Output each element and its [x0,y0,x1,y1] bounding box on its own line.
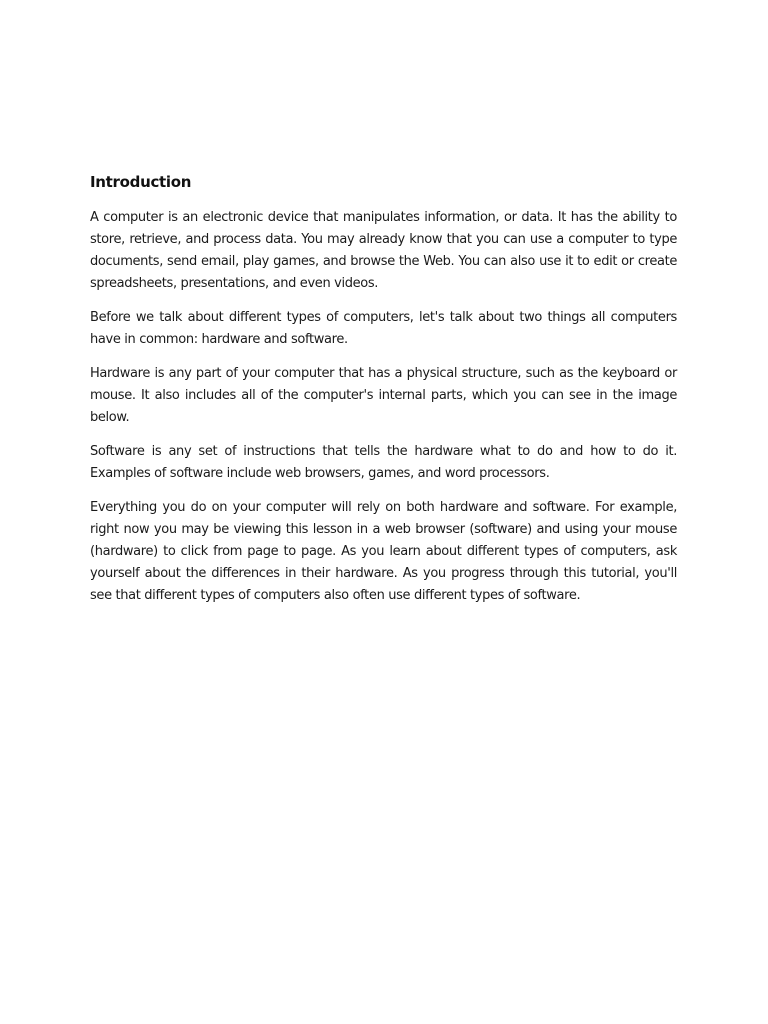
document-body [90,170,677,619]
paragraph-hardware-software: Before we talk about different types of computers, let's talk about two things all computers have in common: hardware and software. [90,310,677,347]
document-title: Introduction [90,173,192,191]
paragraph-software: Software is any set of instructions that tells the hardware what to do and how to do it. Examples of software include web browsers, games, and word processors. [90,444,677,481]
paragraph-intro: A computer is an electronic device that manipulates information, or data. It has the ability to store, retrieve, and process data. You may already know that you can use a computer to type documents, send email, play games, and browse the Web. You can also use it to edit or create spreadsheets, presentations, and even videos. [90,210,677,291]
paragraph-everything: Everything you do on your computer will rely on both hardware and software. For example, right now you may be viewing this lesson in a web browser (software) and using your mouse (hardware) to click from page to page. As you learn about different types of computers, ask yourself about the differences in their hardware. As you progress through this tutorial, you'll see that different types of computers also often use different types of software. [90,500,677,603]
paragraph-hardware: Hardware is any part of your computer that has a physical structure, such as the keyboard or mouse. It also includes all of the computer's internal parts, which you can see in the image below. [90,366,677,425]
